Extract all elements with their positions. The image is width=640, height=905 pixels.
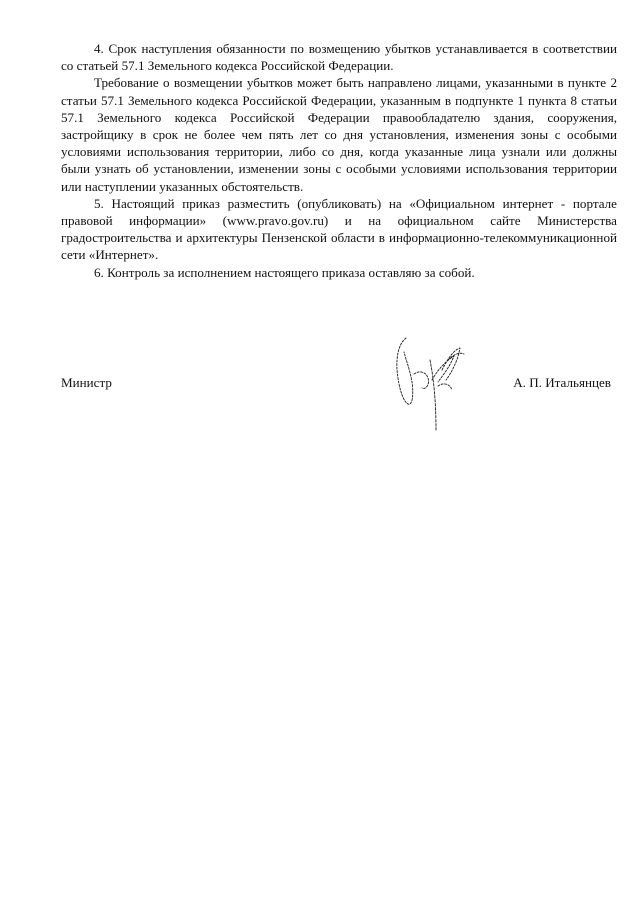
paragraph-item-4: 4. Срок наступления обязанности по возмещению убытков устанавливается в соответствии со статьей 57.1 Земельного кодекса Российской Федерации. (61, 41, 617, 74)
paragraph-item-6: 6. Контроль за исполнением настоящего приказа оставляю за собой. (94, 264, 475, 280)
paragraph-item-5: 5. Настоящий приказ разместить (опубликовать) на «Официальном интернет - портале правовой информации» (www.pravo.gov.ru) и на официальном сайте Министерства градостроительства и архитектуры Пензенской области в информационно-телекоммуникационной сети «Интернет». (61, 195, 617, 263)
signer-name: А. П. Итальянцев (513, 375, 611, 390)
signature-block (61, 374, 617, 394)
paragraph-damages-claim: Требование о возмещении убытков может быть направлено лицами, указанными в пункте 2 статьи 57.1 Земельного кодекса Российской Федерации, указанным в подпункте 1 пункта 8 статьи 57.1 Земельного кодекса Российской Федерации правообладателю здания, сооружения, застройщику в срок не более чем пять лет со дня установления, изменения зоны с особыми условиями использования территории, либо со дня, когда указанные лица узнали или должны были узнать об установлении, изменении зоны с особыми условиями использования территории или наступлении указанных обстоятельств. (61, 75, 617, 194)
signer-position: Министр (61, 375, 112, 390)
document-body (61, 40, 617, 281)
